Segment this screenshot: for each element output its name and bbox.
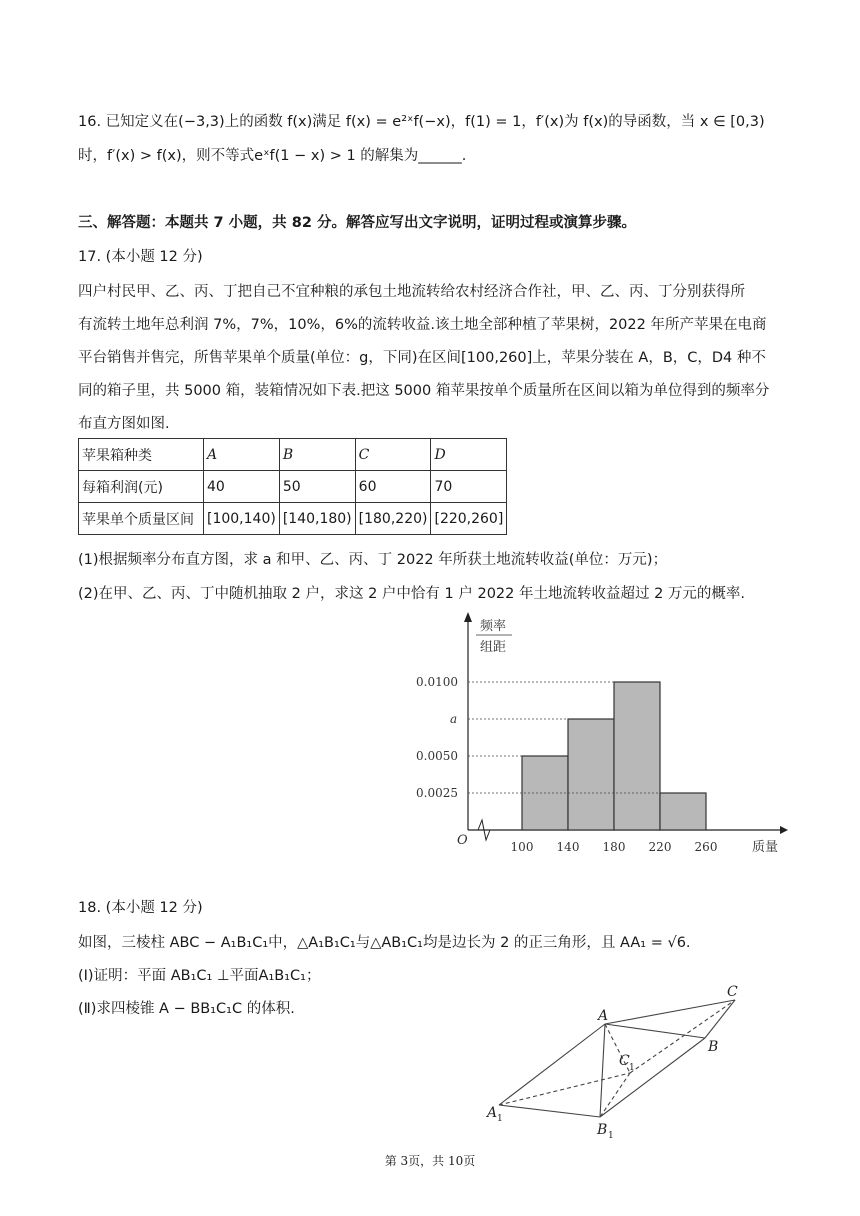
table-cell: [180,220) [355, 503, 431, 535]
vertex-label-B1: B [597, 1122, 608, 1138]
q17-para-line: 平台销售并售完，所售苹果单个质量(单位：g，下同)在区间[100,260]上，苹果分装在 A，B，C，D4 种不 [78, 350, 766, 366]
table-cell: 70 [431, 471, 507, 503]
q18-part2: (Ⅱ)求四棱锥 A − BB₁C₁C 的体积. [78, 1001, 295, 1017]
y-tick-label: 0.0100 [416, 675, 458, 689]
y-tick-label: 0.0025 [416, 786, 458, 800]
q17-part2: (2)在甲、乙、丙、丁中随机抽取 2 户，求这 2 户中恰有 1 户 2022 年土地流转收益超过 2 万元的概率. [78, 586, 746, 602]
table-cell: A [204, 439, 280, 471]
edge-AB1 [600, 1024, 605, 1117]
q17-header: 17. (本小题 12 分) [78, 249, 203, 265]
q18-header: 18. (本小题 12 分) [78, 900, 203, 916]
q17-para-line: 有流转土地年总利润 7%，7%，10%，6%的流转收益.该土地全部种植了苹果树，2022 年所产苹果在电商 [78, 317, 767, 333]
q16-line2: 时，f′(x) > f(x)，则不等式eˣf(1 − x) > 1 的解集为______. [78, 148, 467, 164]
table-row [79, 503, 507, 535]
vertex-sub-C1: 1 [629, 1063, 635, 1073]
vertex-label-A1: A [487, 1105, 498, 1121]
vertex-label-C1: C [619, 1053, 630, 1069]
table-cell: [220,260] [431, 503, 507, 535]
table-cell: 50 [279, 471, 355, 503]
y-axis-label-bottom: 组距 [480, 640, 507, 655]
edge-BC [705, 1000, 735, 1038]
q16-line1: 16. 已知定义在(−3,3)上的函数 f(x)满足 f(x) = e²ˣf(−x)，f(1) = 1，f′(x)为 f(x)的导函数，当 x ∈ [0,3) [78, 114, 765, 130]
vertex-label-A: A [598, 1008, 609, 1024]
q17-para-line: 布直方图如图. [78, 416, 170, 432]
edge-A1C1 [499, 1073, 630, 1105]
q17-part1: (1)根据频率分布直方图，求 a 和甲、乙、丙、丁 2022 年所获土地流转收益(单位：万元)； [78, 552, 668, 568]
edge-AC [605, 1000, 735, 1024]
q18-part1: (Ⅰ)证明：平面 AB₁C₁ ⊥平面A₁B₁C₁； [78, 968, 321, 984]
table-cell: C [355, 439, 431, 471]
q17-para-line: 同的箱子里，共 5000 箱，装箱情况如下表.把这 5000 箱苹果按单个质量所在区间以箱为单位得到的频率分 [78, 383, 770, 399]
x-tick-label: 260 [694, 840, 718, 854]
table-cell: [140,180) [279, 503, 355, 535]
table-cell: 苹果单个质量区间 [79, 503, 204, 535]
table-row [79, 439, 507, 471]
table-cell: 60 [355, 471, 431, 503]
frequency-histogram [400, 610, 800, 870]
x-tick-label: 100 [510, 840, 534, 854]
section3-heading: 三、解答题：本题共 7 小题，共 82 分。解答应写出文字说明，证明过程或演算步骤。 [78, 215, 636, 231]
table-cell: 40 [204, 471, 280, 503]
table-cell: 苹果箱种类 [79, 439, 204, 471]
vertex-label-C: C [727, 984, 738, 1000]
vertex-sub-A1: 1 [497, 1114, 503, 1124]
vertex-label-B: B [708, 1039, 719, 1055]
q18-intro: 如图，三棱柱 ABC − A₁B₁C₁中，△A₁B₁C₁与△AB₁C₁均是边长为 2 的正三角形，且 AA₁ = √6. [78, 935, 691, 951]
table-cell: [100,140) [204, 503, 280, 535]
table-row [79, 471, 507, 503]
y-axis-arrow [464, 612, 472, 622]
y-tick-label: 0.0050 [416, 749, 458, 763]
histogram-bar [568, 719, 614, 830]
edge-B1B [600, 1038, 705, 1117]
origin-label: O [457, 833, 468, 848]
edge-C1C [630, 1000, 735, 1073]
y-axis-label-top: 频率 [480, 619, 507, 634]
apple-box-table [78, 438, 507, 535]
table-cell: D [431, 439, 507, 471]
x-tick-label: 220 [648, 840, 672, 854]
histogram-bar [660, 793, 706, 830]
vertex-sub-B1: 1 [608, 1131, 614, 1141]
edge-AA1 [499, 1024, 605, 1105]
q17-para-line: 四户村民甲、乙、丙、丁把自己不宜种粮的承包土地流转给农村经济合作社，甲、乙、丙、丁分别获得所 [78, 284, 745, 300]
x-tick-label: 140 [556, 840, 580, 854]
histogram-bar [614, 682, 660, 830]
x-tick-label: 180 [602, 840, 626, 854]
x-axis-arrow [780, 826, 788, 834]
prism-figure [480, 980, 750, 1145]
table-cell: 每箱利润(元) [79, 471, 204, 503]
y-tick-label: a [450, 712, 458, 726]
page-footer: 第 3页，共 10页 [384, 1154, 476, 1168]
edge-A1B1 [499, 1105, 600, 1117]
x-axis-label: 质量 [752, 840, 779, 855]
table-cell: B [279, 439, 355, 471]
